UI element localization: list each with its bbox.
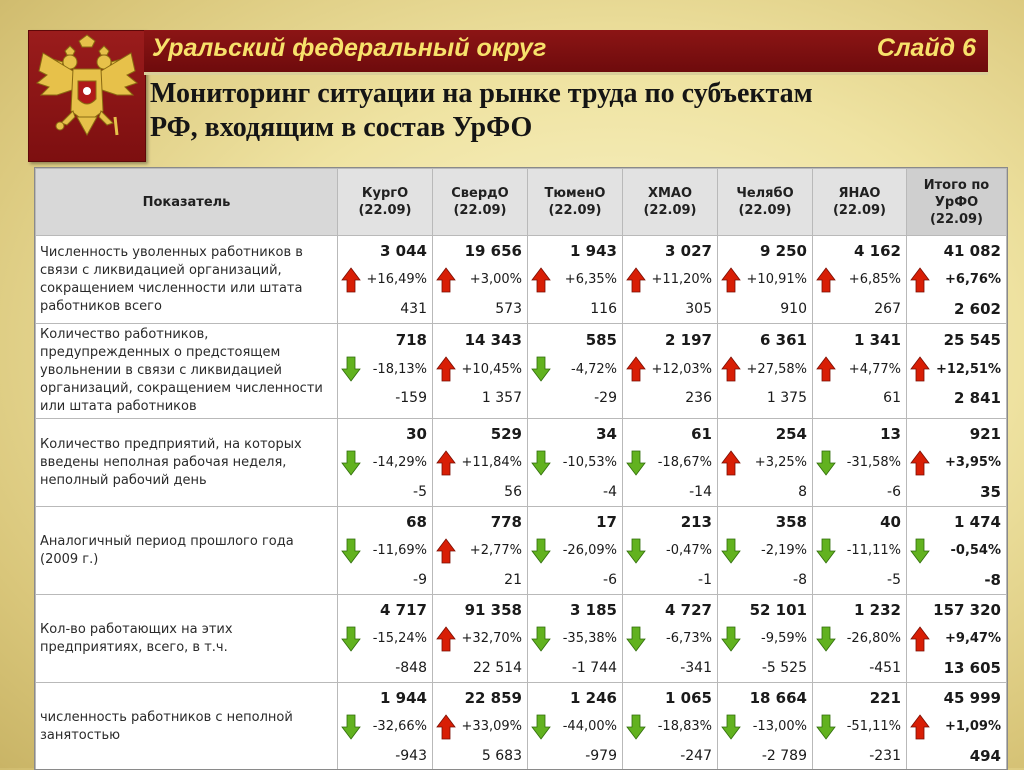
absolute-value: 3 027 [623,236,717,265]
region-title: Уральский федеральный округ [152,34,546,63]
percent-change: +2,77% [470,543,522,558]
table-cell [528,236,623,324]
absolute-change: -14 [623,477,717,506]
percent-change-line [623,265,717,294]
arrow-down-icon [626,538,646,564]
absolute-value: 40 [813,507,906,536]
table-cell [813,507,907,595]
table-cell [623,419,718,507]
percent-change: +10,45% [462,362,522,377]
table-cell [718,324,813,419]
arrow-down-icon [531,356,551,382]
percent-change-line [623,624,717,653]
absolute-value: 6 361 [718,326,812,355]
percent-change: +9,47% [945,631,1001,646]
absolute-value: 1 944 [338,683,432,712]
column-header-total: Итого по УрФО (22.09) [907,169,1007,236]
absolute-value: 718 [338,326,432,355]
table-row [36,419,1007,507]
table-cell [528,595,623,683]
percent-change: -2,19% [761,543,807,558]
absolute-value: 1 065 [623,683,717,712]
percent-change-line [338,536,432,565]
column-header: ЧелябО (22.09) [718,169,813,236]
percent-change-line [338,448,432,477]
percent-change: -44,00% [563,719,617,734]
table-row [36,595,1007,683]
percent-change-line [528,712,622,741]
row-indicator-name: Аналогичный период прошлого года (2009 г.) [36,507,338,595]
table-cell [813,419,907,507]
absolute-change: -4 [528,477,622,506]
absolute-value: 1 341 [813,326,906,355]
absolute-change: 13 605 [907,653,1006,682]
table-cell [813,236,907,324]
percent-change: +1,09% [945,719,1001,734]
percent-change-line [718,448,812,477]
percent-change-line [813,624,906,653]
table-cell-total [907,595,1007,683]
percent-change-line [907,355,1006,384]
absolute-change: -451 [813,653,906,682]
arrow-up-icon [436,267,456,293]
percent-change: +6,76% [945,272,1001,287]
absolute-change: 1 375 [718,384,812,413]
absolute-change: 116 [528,294,622,323]
arrow-down-icon [721,538,741,564]
percent-change: -35,38% [563,631,617,646]
arrow-up-icon [721,356,741,382]
table-cell [528,507,623,595]
table-cell [338,324,433,419]
table-cell [718,507,813,595]
absolute-change: 56 [433,477,527,506]
arrow-down-icon [721,626,741,652]
absolute-change: 494 [907,741,1006,770]
absolute-value: 4 727 [623,595,717,624]
absolute-change: 22 514 [433,653,527,682]
table-cell-total [907,683,1007,770]
percent-change: -18,83% [658,719,712,734]
arrow-down-icon [626,450,646,476]
absolute-change: -231 [813,741,906,770]
arrow-up-icon [436,626,456,652]
absolute-value: 34 [528,419,622,448]
slide-number: Слайд 6 [877,34,976,63]
table-cell [528,324,623,419]
table-header-row [36,169,1007,236]
row-indicator-name: Кол-во работающих на этих предприятиях, всего, в т.ч. [36,595,338,683]
arrow-up-icon [910,626,930,652]
absolute-change: -1 744 [528,653,622,682]
arrow-up-icon [910,356,930,382]
absolute-value: 1 943 [528,236,622,265]
percent-change: +12,03% [652,362,712,377]
arrow-down-icon [531,450,551,476]
percent-change-line [433,536,527,565]
absolute-value: 921 [907,419,1006,448]
arrow-down-icon [341,356,361,382]
absolute-value: 25 545 [907,326,1006,355]
table-cell-total [907,419,1007,507]
row-indicator-name: Численность уволенных работников в связи с ликвидацией организаций, сокращением численности или штата работников всего [36,236,338,324]
percent-change-line [623,536,717,565]
absolute-change: -1 [623,565,717,594]
arrow-down-icon [341,626,361,652]
arrow-down-icon [341,450,361,476]
absolute-value: 213 [623,507,717,536]
percent-change: +32,70% [462,631,522,646]
absolute-value: 41 082 [907,236,1006,265]
absolute-change: 910 [718,294,812,323]
absolute-change: 2 602 [907,294,1006,323]
arrow-up-icon [816,267,836,293]
percent-change: +3,00% [470,272,522,287]
absolute-value: 61 [623,419,717,448]
table-cell [813,595,907,683]
table-cell [813,683,907,770]
table-cell [433,236,528,324]
percent-change: -10,53% [563,455,617,470]
percent-change-line [528,355,622,384]
percent-change-line [907,536,1006,565]
table-cell [528,683,623,770]
row-indicator-name: Количество работников, предупрежденных о предстоящем увольнении в связи с ликвидацией организаций, сокращением численности или штата работников [36,324,338,419]
table-cell [433,595,528,683]
percent-change-line [433,448,527,477]
arrow-down-icon [341,538,361,564]
arrow-down-icon [531,538,551,564]
table-cell [338,419,433,507]
arrow-up-icon [436,450,456,476]
absolute-value: 221 [813,683,906,712]
table-cell [528,419,623,507]
arrow-up-icon [436,356,456,382]
absolute-change: -848 [338,653,432,682]
arrow-down-icon [816,450,836,476]
percent-change: -11,69% [373,543,427,558]
percent-change-line [528,536,622,565]
absolute-change: -8 [907,565,1006,594]
arrow-down-icon [626,626,646,652]
arrow-down-icon [910,538,930,564]
absolute-change: -341 [623,653,717,682]
table-row [36,324,1007,419]
percent-change-line [433,265,527,294]
percent-change-line [338,624,432,653]
arrow-down-icon [626,714,646,740]
absolute-value: 9 250 [718,236,812,265]
percent-change: -11,11% [847,543,901,558]
percent-change-line [907,624,1006,653]
absolute-value: 358 [718,507,812,536]
percent-change-line [433,712,527,741]
column-header: ТюменО (22.09) [528,169,623,236]
percent-change-line [813,355,906,384]
column-header: СвердО (22.09) [433,169,528,236]
percent-change: -14,29% [373,455,427,470]
absolute-value: 157 320 [907,595,1006,624]
percent-change: -4,72% [571,362,617,377]
table-cell [718,236,813,324]
absolute-change: 5 683 [433,741,527,770]
arrow-up-icon [626,267,646,293]
table-cell [338,683,433,770]
percent-change: +33,09% [462,719,522,734]
table-cell [623,595,718,683]
absolute-value: 30 [338,419,432,448]
percent-change-line [623,448,717,477]
table-cell [623,683,718,770]
percent-change: +12,51% [936,362,1001,377]
column-header: КургО (22.09) [338,169,433,236]
absolute-change: -2 789 [718,741,812,770]
absolute-value: 17 [528,507,622,536]
absolute-change: -979 [528,741,622,770]
arrow-up-icon [910,450,930,476]
absolute-change: 431 [338,294,432,323]
table-cell-total [907,324,1007,419]
absolute-change: -29 [528,384,622,413]
percent-change: +3,25% [755,455,807,470]
absolute-value: 13 [813,419,906,448]
table-row [36,236,1007,324]
absolute-value: 4 717 [338,595,432,624]
table-cell [338,507,433,595]
table-cell [623,236,718,324]
table-cell [433,683,528,770]
arrow-down-icon [531,626,551,652]
percent-change-line [718,536,812,565]
table-cell [813,324,907,419]
percent-change: -0,54% [951,543,1002,558]
absolute-value: 529 [433,419,527,448]
column-header: Показатель [36,169,338,236]
absolute-value: 3 185 [528,595,622,624]
percent-change: -9,59% [761,631,807,646]
absolute-change: -9 [338,565,432,594]
absolute-change: -247 [623,741,717,770]
absolute-change: -5 525 [718,653,812,682]
arrow-down-icon [341,714,361,740]
percent-change-line [718,712,812,741]
percent-change-line [907,265,1006,294]
row-indicator-name: численность работников с неполной занятостью [36,683,338,770]
percent-change: +3,95% [945,455,1001,470]
percent-change-line [433,355,527,384]
percent-change: -18,67% [658,455,712,470]
percent-change: -26,80% [847,631,901,646]
percent-change: -51,11% [847,719,901,734]
percent-change-line [338,355,432,384]
absolute-change: -6 [528,565,622,594]
absolute-value: 14 343 [433,326,527,355]
table-cell [718,595,813,683]
arrow-up-icon [910,714,930,740]
absolute-change: 21 [433,565,527,594]
percent-change: -0,47% [666,543,712,558]
arrow-up-icon [910,267,930,293]
absolute-value: 22 859 [433,683,527,712]
table-cell [433,419,528,507]
percent-change: -31,58% [847,455,901,470]
absolute-change: 8 [718,477,812,506]
percent-change: -26,09% [563,543,617,558]
arrow-up-icon [721,450,741,476]
absolute-change: 305 [623,294,717,323]
arrow-down-icon [531,714,551,740]
arrow-down-icon [721,714,741,740]
header-underline [144,72,988,75]
percent-change-line [907,448,1006,477]
table-cell [338,236,433,324]
percent-change-line [813,712,906,741]
arrow-up-icon [721,267,741,293]
table-cell-total [907,507,1007,595]
absolute-value: 45 999 [907,683,1006,712]
absolute-value: 1 246 [528,683,622,712]
absolute-value: 4 162 [813,236,906,265]
monitoring-table [35,168,1007,770]
table-row [36,683,1007,770]
absolute-change: 2 841 [907,384,1006,413]
percent-change: +6,35% [565,272,617,287]
percent-change: -32,66% [373,719,427,734]
percent-change-line [623,712,717,741]
percent-change-line [338,265,432,294]
absolute-value: 1 474 [907,507,1006,536]
percent-change: +11,20% [652,272,712,287]
absolute-change: -5 [338,477,432,506]
percent-change: +10,91% [747,272,807,287]
table-cell [623,324,718,419]
arrow-up-icon [436,538,456,564]
absolute-change: 267 [813,294,906,323]
percent-change-line [528,448,622,477]
page-title [150,77,990,145]
percent-change: +6,85% [849,272,901,287]
percent-change: +16,49% [367,272,427,287]
arrow-down-icon [816,714,836,740]
percent-change-line [718,355,812,384]
table-cell [338,595,433,683]
absolute-value: 254 [718,419,812,448]
arrow-down-icon [816,626,836,652]
column-header: ХМАО (22.09) [623,169,718,236]
absolute-change: 573 [433,294,527,323]
table-cell [623,507,718,595]
percent-change: -13,00% [753,719,807,734]
percent-change: +4,77% [849,362,901,377]
arrow-up-icon [626,356,646,382]
monitoring-table-container [34,167,1008,770]
absolute-value: 1 232 [813,595,906,624]
absolute-value: 778 [433,507,527,536]
absolute-value: 585 [528,326,622,355]
absolute-change: 61 [813,384,906,413]
column-header: ЯНАО (22.09) [813,169,907,236]
coat-of-arms-emblem [28,30,146,162]
table-cell [433,324,528,419]
absolute-change: -6 [813,477,906,506]
absolute-change: 236 [623,384,717,413]
absolute-value: 68 [338,507,432,536]
percent-change-line [528,265,622,294]
percent-change-line [907,712,1006,741]
percent-change: -15,24% [373,631,427,646]
percent-change-line [528,624,622,653]
absolute-change: -5 [813,565,906,594]
absolute-value: 3 044 [338,236,432,265]
absolute-change: 1 357 [433,384,527,413]
absolute-change: -159 [338,384,432,413]
absolute-value: 91 358 [433,595,527,624]
table-cell [718,683,813,770]
percent-change: +11,84% [462,455,522,470]
absolute-value: 2 197 [623,326,717,355]
arrow-up-icon [436,714,456,740]
absolute-value: 19 656 [433,236,527,265]
absolute-value: 52 101 [718,595,812,624]
percent-change-line [433,624,527,653]
percent-change-line [813,265,906,294]
table-cell [718,419,813,507]
arrow-down-icon [816,538,836,564]
percent-change-line [623,355,717,384]
percent-change-line [718,624,812,653]
absolute-change: 35 [907,477,1006,506]
percent-change-line [338,712,432,741]
header-bar [144,30,988,74]
arrow-up-icon [816,356,836,382]
table-row [36,507,1007,595]
percent-change-line [813,536,906,565]
percent-change-line [813,448,906,477]
table-cell [433,507,528,595]
absolute-value: 18 664 [718,683,812,712]
percent-change: -6,73% [666,631,712,646]
double-headed-eagle-icon [29,31,145,161]
page-title-line-1: Мониторинг ситуации на рынке труда по субъектам [150,77,990,111]
absolute-change: -8 [718,565,812,594]
table-cell-total [907,236,1007,324]
absolute-change: -943 [338,741,432,770]
page-title-line-2: РФ, входящим в состав УрФО [150,111,990,145]
percent-change-line [718,265,812,294]
percent-change: +27,58% [747,362,807,377]
arrow-up-icon [341,267,361,293]
row-indicator-name: Количество предприятий, на которых введены неполная рабочая неделя, неполный рабочий день [36,419,338,507]
percent-change: -18,13% [373,362,427,377]
arrow-up-icon [531,267,551,293]
